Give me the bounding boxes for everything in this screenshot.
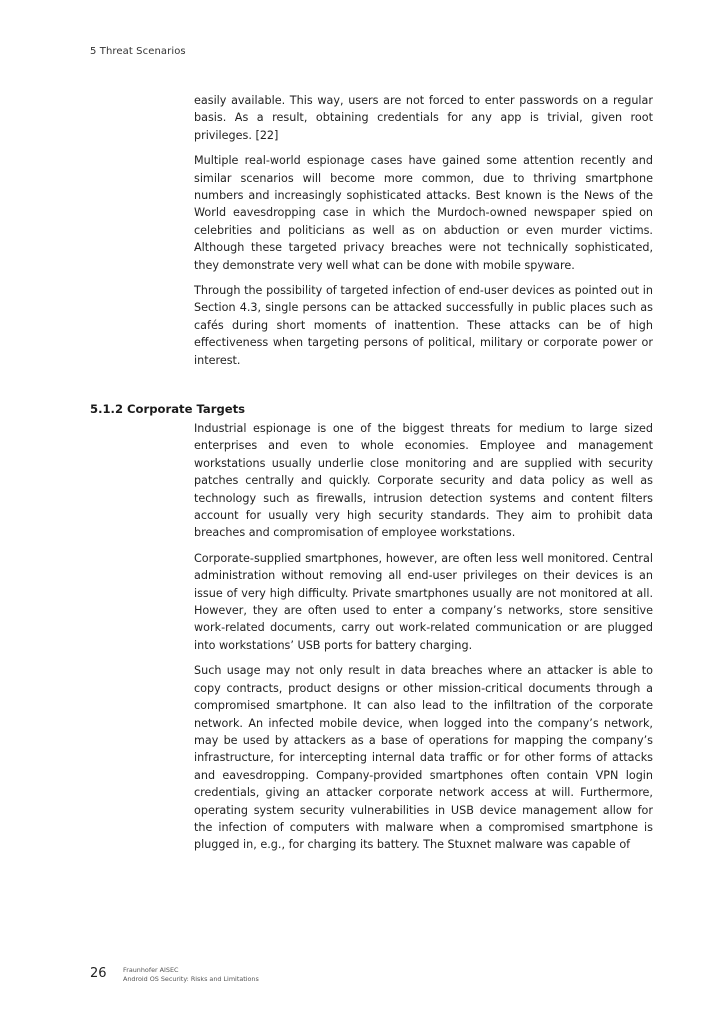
subsection-body [194, 420, 653, 854]
body-paragraph: easily available. This way, users are not forced to enter passwords on a regular basis. As a result, obtaining credentials for any app is trivial, given root privileges. [22] [194, 94, 653, 142]
running-head: 5 Threat Scenarios [90, 46, 186, 57]
body-paragraph: Such usage may not only result in data breaches where an attacker is able to copy contracts, product designs or other mission-critical documents through a compromised smartphone. It can also lead to the infiltration of the corporate network. An infected mobile device, when logged into the company’s network, may be used by attackers as a base of operations for mapping the company’s infrastructure, for intercepting internal data traffic or for other forms of attacks and eavesdropping. Company-provided smartphones often contain VPN login credentials, giving an attacker corporate network access at will. Furthermore, operating system security vulnerabilities in USB device management allow for the infection of computers with malware when a compromised smartphone is plugged in, e.g., for charging its battery. The Stuxnet malware was capable of [194, 664, 653, 852]
footer-doc-title: Android OS Security: Risks and Limitations [123, 975, 259, 983]
footer-meta [123, 966, 259, 984]
section-body [194, 92, 653, 369]
body-paragraph: Corporate-supplied smartphones, however, are often less well monitored. Central administration without removing all end-user privileges on their devices is an issue of very high difficulty. Private smartphones usually are not monitored at all. However, they are often used to enter a company’s networks, store sensitive work-related documents, carry out work-related communication or are plugged into workstations’ USB ports for battery charging. [194, 551, 653, 652]
subsection-heading: 5.1.2 Corporate Targets [90, 402, 246, 416]
body-paragraph: Industrial espionage is one of the biggest threats for medium to large sized enterprises and even to whole economies. Employee and management workstations usually underlie close monitoring and are supplied with security patches centrally and quickly. Corporate security and data policy as well as technology such as firewalls, intrusion detection systems and content filters account for usually very high security standards. They aim to prohibit data breaches and compromisation of employee workstations. [194, 422, 653, 540]
page-number: 26 [90, 966, 107, 981]
body-paragraph: Multiple real-world espionage cases have gained some attention recently and similar scenarios will become more common, due to thriving smartphone numbers and increasingly sophisticated attacks. Best known is the News of the World eavesdropping case in which the Murdoch-owned newspaper spied on celebrities and politicians as well as on abduction or even murder victims. Although these targeted privacy breaches were not technically sophisticated, they demonstrate very well what can be done with mobile spyware. [194, 154, 653, 272]
body-paragraph: Through the possibility of targeted infection of end-user devices as pointed out in Section 4.3, single persons can be attacked successfully in public places such as cafés during short moments of inattention. These attacks can be of high effectiveness when targeting persons of political, military or corporate power or interest. [194, 284, 653, 367]
footer-org: Fraunhofer AISEC [123, 966, 179, 974]
